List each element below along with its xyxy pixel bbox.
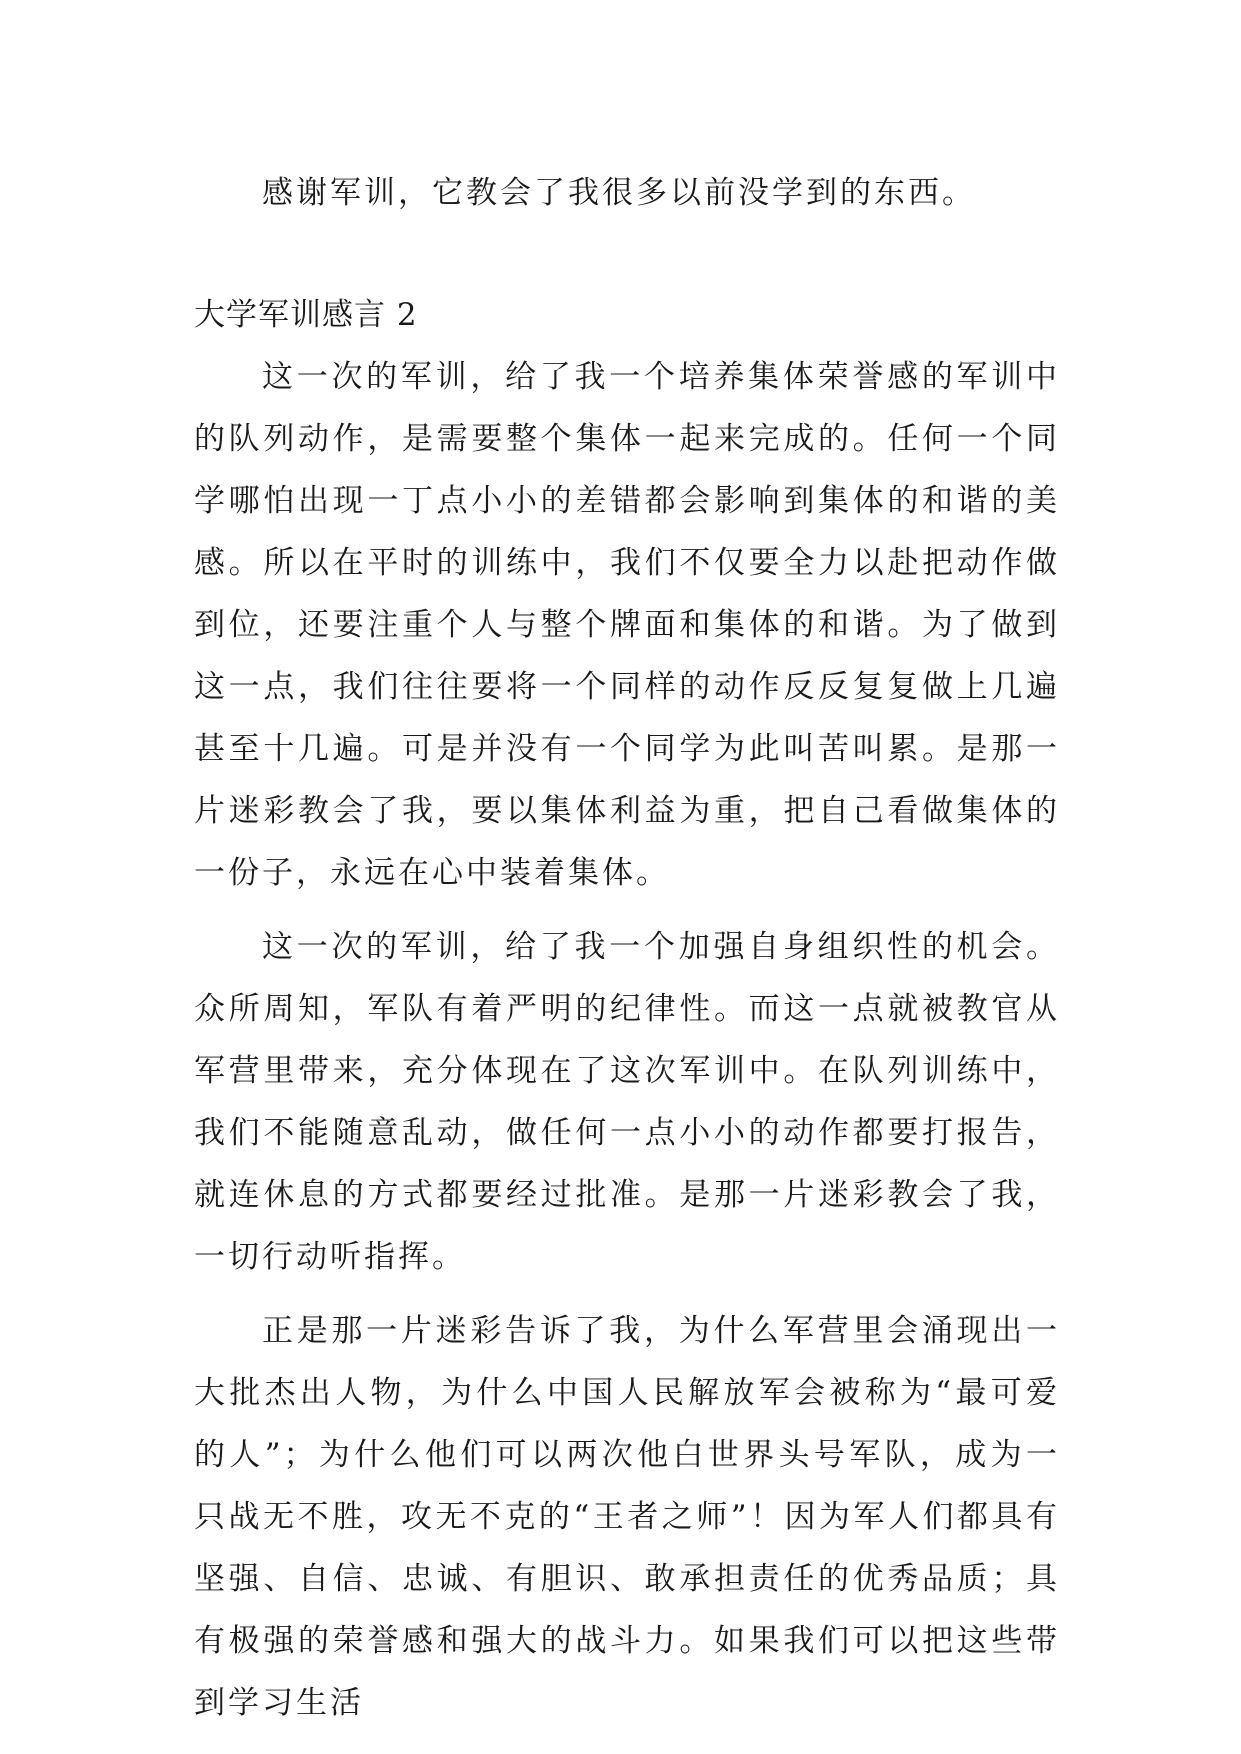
section-title: 大学军训感言 2 <box>194 297 418 333</box>
intro-paragraph: 感谢军训，它教会了我很多以前没学到的东西。 <box>262 175 976 211</box>
body-paragraph-1: 这一次的军训，给了我一个培养集体荣誉感的军训中的队列动作，是需要整个集体一起来完成的。任何一个同学哪怕出现一丁点小小的差错都会影响到集体的和谐的美感。所以在平时的训练中，我们不仅要全力以赴把动作做到位，还要注重个人与整个牌面和集体的和谐。为了做到这一点，我们往往要将一个同样的动作反反复复做上几遍甚至十几遍。可是并没有一个同学为此叫苦叫累。是那一片迷彩教会了我，要以集体利益为重，把自己看做集体的一份子，永远在心中装着集体。 <box>194 359 1060 891</box>
body-paragraph-3: 正是那一片迷彩告诉了我，为什么军营里会涌现出一大批杰出人物，为什么中国人民解放军会被称为“最可爱的人”；为什么他们可以两次他白世界头号军队，成为一只战无不胜，攻无不克的“王者之师”！因为军人们都具有坚强、自信、忠诚、有胆识、敢承担责任的优秀品质；具有极强的荣誉感和强大的战斗力。如果我们可以把这些带到学习生活 <box>194 1313 1060 1721</box>
body-paragraph-2: 这一次的军训，给了我一个加强自身组织性的机会。众所周知，军队有着严明的纪律性。而这一点就被教官从军营里带来，充分体现在了这次军训中。在队列训练中，我们不能随意乱动，做任何一点小小的动作都要打报告，就连休息的方式都要经过批准。是那一片迷彩教会了我，一切行动听指挥。 <box>194 929 1060 1275</box>
document-body <box>194 162 1060 1734</box>
